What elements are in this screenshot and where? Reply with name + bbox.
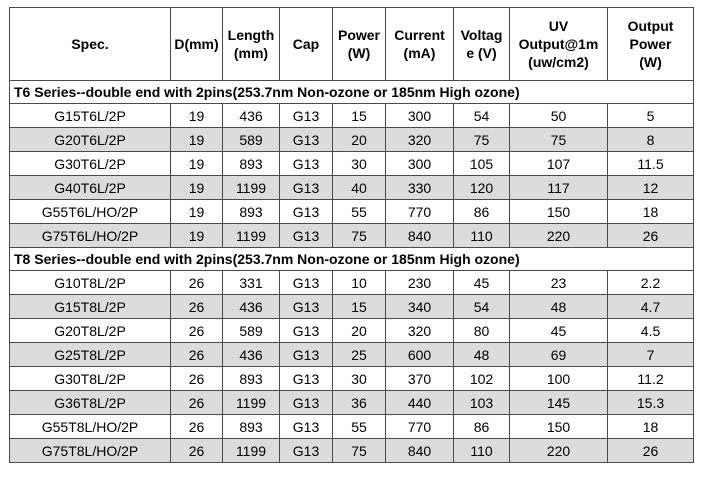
cell-cap: G13 (280, 200, 333, 224)
cell-output-power: 4.7 (608, 295, 694, 319)
cell-current: 840 (386, 224, 454, 248)
cell-current: 300 (386, 152, 454, 176)
table-row (10, 271, 694, 295)
cell-voltage: 86 (454, 200, 510, 224)
cell-power: 55 (333, 415, 386, 439)
cell-uv-output: 220 (510, 439, 608, 463)
cell-current: 320 (386, 128, 454, 152)
cell-spec: G15T8L/2P (10, 295, 171, 319)
cell-voltage: 105 (454, 152, 510, 176)
header-text: D(mm) (174, 36, 219, 52)
cell-output-power: 11.2 (608, 367, 694, 391)
header-text: Current (394, 27, 445, 43)
cell-voltage: 110 (454, 224, 510, 248)
cell-current: 770 (386, 200, 454, 224)
uv-lamp-spec-table (9, 7, 694, 463)
cell-current: 840 (386, 439, 454, 463)
cell-cap: G13 (280, 319, 333, 343)
cell-length: 331 (223, 271, 280, 295)
cell-voltage: 54 (454, 295, 510, 319)
cell-uv-output: 117 (510, 176, 608, 200)
cell-diameter: 26 (171, 367, 223, 391)
table-row (10, 439, 694, 463)
table-row (10, 295, 694, 319)
cell-voltage: 103 (454, 391, 510, 415)
cell-current: 330 (386, 176, 454, 200)
cell-power: 20 (333, 319, 386, 343)
cell-power: 15 (333, 104, 386, 128)
cell-spec: G75T8L/HO/2P (10, 439, 171, 463)
cell-diameter: 26 (171, 439, 223, 463)
header-text: Power (337, 27, 380, 43)
cell-output-power: 26 (608, 224, 694, 248)
table-row (10, 224, 694, 248)
cell-power: 20 (333, 128, 386, 152)
cell-current: 770 (386, 415, 454, 439)
header-text: UV (548, 18, 569, 34)
header-uv-output (510, 8, 608, 81)
cell-output-power: 11.5 (608, 152, 694, 176)
cell-output-power: 4.5 (608, 319, 694, 343)
cell-length: 893 (223, 415, 280, 439)
cell-voltage: 48 (454, 343, 510, 367)
cell-power: 55 (333, 200, 386, 224)
cell-diameter: 26 (171, 271, 223, 295)
cell-power: 10 (333, 271, 386, 295)
header-cap (280, 8, 333, 81)
cell-spec: G40T6L/2P (10, 176, 171, 200)
cell-length: 1199 (223, 391, 280, 415)
cell-cap: G13 (280, 439, 333, 463)
table-body (10, 81, 694, 463)
cell-uv-output: 69 (510, 343, 608, 367)
table-row (10, 367, 694, 391)
header-text: e (V) (466, 45, 497, 61)
cell-diameter: 19 (171, 224, 223, 248)
header-spec (10, 8, 171, 81)
cell-voltage: 86 (454, 415, 510, 439)
cell-current: 230 (386, 271, 454, 295)
spec-table-container (9, 7, 694, 463)
section-header-row (10, 81, 694, 104)
table-row (10, 415, 694, 439)
cell-uv-output: 50 (510, 104, 608, 128)
cell-voltage: 75 (454, 128, 510, 152)
header-length (223, 8, 280, 81)
header-power (333, 8, 386, 81)
cell-uv-output: 107 (510, 152, 608, 176)
cell-length: 1199 (223, 176, 280, 200)
cell-diameter: 19 (171, 128, 223, 152)
header-text: Power (629, 36, 672, 52)
cell-cap: G13 (280, 415, 333, 439)
cell-length: 1199 (223, 224, 280, 248)
cell-uv-output: 48 (510, 295, 608, 319)
cell-uv-output: 220 (510, 224, 608, 248)
cell-cap: G13 (280, 391, 333, 415)
cell-length: 893 (223, 152, 280, 176)
cell-cap: G13 (280, 295, 333, 319)
header-current (386, 8, 454, 81)
cell-spec: G20T6L/2P (10, 128, 171, 152)
cell-current: 440 (386, 391, 454, 415)
cell-cap: G13 (280, 271, 333, 295)
cell-output-power: 26 (608, 439, 694, 463)
cell-power: 36 (333, 391, 386, 415)
header-text: (W) (347, 45, 371, 61)
header-text: Output (627, 18, 674, 34)
cell-diameter: 26 (171, 391, 223, 415)
cell-spec: G75T6L/HO/2P (10, 224, 171, 248)
cell-power: 75 (333, 224, 386, 248)
cell-length: 893 (223, 200, 280, 224)
header-text: Output@1m (518, 36, 599, 52)
section-title: T8 Series--double end with 2pins(253.7nm Non-ozone or 185nm High ozone) (10, 248, 694, 271)
cell-cap: G13 (280, 176, 333, 200)
cell-spec: G55T6L/HO/2P (10, 200, 171, 224)
table-row (10, 104, 694, 128)
cell-spec: G55T8L/HO/2P (10, 415, 171, 439)
table-row (10, 176, 694, 200)
cell-output-power: 15.3 (608, 391, 694, 415)
table-row (10, 128, 694, 152)
header-row (10, 8, 694, 81)
table-row (10, 152, 694, 176)
cell-current: 600 (386, 343, 454, 367)
header-text: Spec. (71, 36, 109, 52)
cell-voltage: 54 (454, 104, 510, 128)
header-output-power (608, 8, 694, 81)
cell-voltage: 120 (454, 176, 510, 200)
cell-power: 15 (333, 295, 386, 319)
cell-uv-output: 150 (510, 415, 608, 439)
header-text: Length (227, 27, 275, 43)
cell-output-power: 18 (608, 415, 694, 439)
cell-length: 436 (223, 295, 280, 319)
cell-voltage: 110 (454, 439, 510, 463)
table-row (10, 391, 694, 415)
cell-diameter: 19 (171, 200, 223, 224)
cell-output-power: 5 (608, 104, 694, 128)
header-text: (W) (639, 54, 662, 70)
cell-cap: G13 (280, 224, 333, 248)
cell-diameter: 19 (171, 176, 223, 200)
cell-cap: G13 (280, 104, 333, 128)
cell-diameter: 19 (171, 152, 223, 176)
cell-length: 589 (223, 128, 280, 152)
cell-uv-output: 100 (510, 367, 608, 391)
cell-output-power: 2.2 (608, 271, 694, 295)
cell-uv-output: 145 (510, 391, 608, 415)
header-text: Cap (292, 36, 320, 52)
cell-current: 300 (386, 104, 454, 128)
header-text: (uw/cm2) (528, 54, 589, 70)
cell-spec: G15T6L/2P (10, 104, 171, 128)
cell-output-power: 12 (608, 176, 694, 200)
header-voltage (454, 8, 510, 81)
cell-power: 30 (333, 152, 386, 176)
cell-power: 40 (333, 176, 386, 200)
cell-cap: G13 (280, 152, 333, 176)
cell-diameter: 19 (171, 104, 223, 128)
cell-length: 436 (223, 104, 280, 128)
cell-output-power: 8 (608, 128, 694, 152)
cell-output-power: 18 (608, 200, 694, 224)
cell-power: 30 (333, 367, 386, 391)
cell-uv-output: 45 (510, 319, 608, 343)
cell-diameter: 26 (171, 415, 223, 439)
table-row (10, 343, 694, 367)
cell-power: 25 (333, 343, 386, 367)
cell-uv-output: 75 (510, 128, 608, 152)
header-diameter (171, 8, 223, 81)
cell-length: 893 (223, 367, 280, 391)
cell-voltage: 80 (454, 319, 510, 343)
header-text: (mm) (233, 45, 269, 61)
cell-uv-output: 150 (510, 200, 608, 224)
cell-spec: G10T8L/2P (10, 271, 171, 295)
cell-spec: G25T8L/2P (10, 343, 171, 367)
section-title: T6 Series--double end with 2pins(253.7nm Non-ozone or 185nm High ozone) (10, 81, 694, 104)
table-row (10, 319, 694, 343)
section-header-row (10, 248, 694, 271)
header-text: (mA) (403, 45, 436, 61)
cell-power: 75 (333, 439, 386, 463)
cell-current: 320 (386, 319, 454, 343)
cell-diameter: 26 (171, 295, 223, 319)
cell-output-power: 7 (608, 343, 694, 367)
cell-length: 436 (223, 343, 280, 367)
table-row (10, 200, 694, 224)
cell-cap: G13 (280, 367, 333, 391)
cell-uv-output: 23 (510, 271, 608, 295)
cell-length: 1199 (223, 439, 280, 463)
header-text: Voltag (460, 27, 503, 43)
cell-cap: G13 (280, 128, 333, 152)
cell-spec: G20T8L/2P (10, 319, 171, 343)
cell-voltage: 102 (454, 367, 510, 391)
cell-spec: G30T8L/2P (10, 367, 171, 391)
cell-length: 589 (223, 319, 280, 343)
cell-current: 370 (386, 367, 454, 391)
cell-voltage: 45 (454, 271, 510, 295)
cell-current: 340 (386, 295, 454, 319)
cell-spec: G36T8L/2P (10, 391, 171, 415)
cell-spec: G30T6L/2P (10, 152, 171, 176)
cell-cap: G13 (280, 343, 333, 367)
cell-diameter: 26 (171, 343, 223, 367)
cell-diameter: 26 (171, 319, 223, 343)
